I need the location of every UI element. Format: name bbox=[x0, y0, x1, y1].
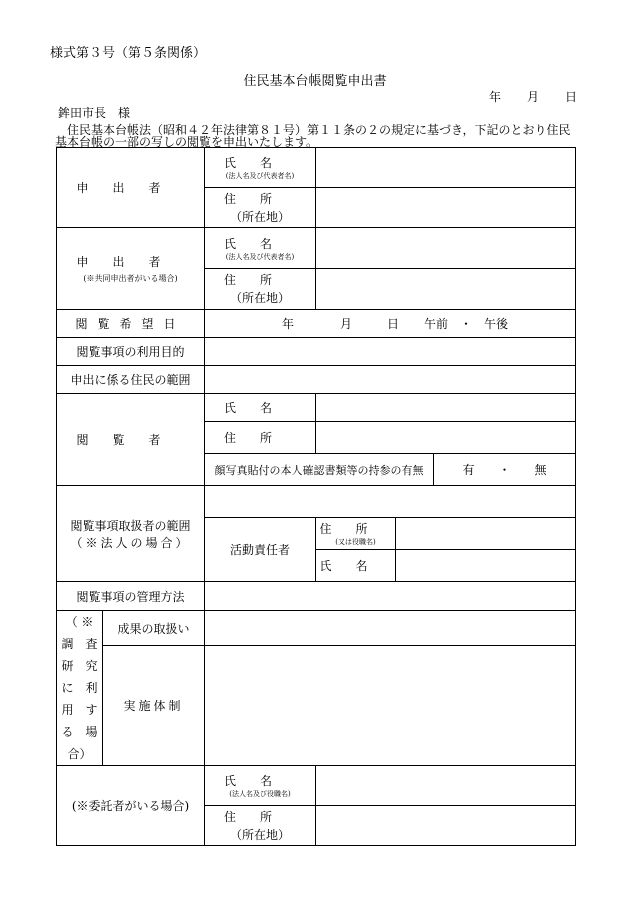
applicant-name-label-cell bbox=[205, 148, 316, 188]
viewing-date-year: 年 bbox=[282, 317, 295, 331]
scope-label: 申出に係る住民の範囲 bbox=[70, 373, 191, 387]
date-year-label: 年 bbox=[489, 90, 502, 104]
responsible-name-field[interactable] bbox=[396, 550, 576, 582]
consignor-address-field[interactable] bbox=[316, 806, 576, 846]
co-applicant-location-label: （所在地） bbox=[230, 291, 291, 305]
co-applicant-address-field[interactable] bbox=[316, 269, 576, 310]
research-label-line: 用 す bbox=[61, 703, 98, 717]
viewer-address-label-cell bbox=[205, 422, 316, 454]
viewer-id-label: 顔写真貼付の本人確認書類等の持参の有無 bbox=[214, 463, 424, 477]
co-applicant-address-label-cell bbox=[205, 269, 316, 310]
research-label-line: 合） bbox=[67, 747, 92, 761]
applicant-name-note: (法人名及び代表者名) bbox=[225, 172, 295, 180]
purpose-label-cell bbox=[57, 338, 205, 366]
applicant-address-field[interactable] bbox=[316, 188, 576, 228]
purpose-label: 閲覧事項の利用目的 bbox=[76, 345, 185, 359]
consignor-label: (※委託者がいる場合) bbox=[71, 799, 190, 813]
viewer-name-field[interactable] bbox=[316, 394, 576, 422]
applicant-label-cell bbox=[57, 148, 205, 228]
applicant-address-label-cell bbox=[205, 188, 316, 228]
form-number-label: 様式第３号（第５条関係） bbox=[50, 46, 207, 61]
consignor-address-label-cell bbox=[205, 806, 316, 846]
viewer-id-options[interactable] bbox=[434, 454, 576, 486]
responsible-person-label-cell bbox=[205, 518, 316, 582]
responsible-name-label: 氏名 bbox=[319, 559, 392, 573]
viewing-date-label-cell bbox=[57, 310, 205, 338]
applicant-name-label: 氏名 bbox=[224, 156, 297, 170]
research-label-line: （ ※ bbox=[65, 615, 94, 629]
research-label-line: 研 究 bbox=[61, 659, 98, 673]
consignor-name-note: (法人名及び役職名) bbox=[229, 790, 291, 798]
consignor-name-field[interactable] bbox=[316, 766, 576, 806]
document-title: 住民基本台帳閲覧申出書 bbox=[243, 74, 387, 89]
co-applicant-name-label: 氏名 bbox=[224, 236, 297, 251]
research-label-line: る 場 bbox=[61, 725, 98, 739]
applicant-label: 申出者 bbox=[76, 181, 185, 195]
handler-label: 閲覧事項取扱者の範囲 bbox=[70, 518, 191, 533]
co-applicant-name-note: (法人名及び代表者名) bbox=[225, 252, 295, 261]
viewer-id-options-text: 有 ・ 無 bbox=[462, 463, 547, 477]
responsible-address-label-cell bbox=[316, 518, 396, 550]
consignor-location-label: （所在地） bbox=[230, 827, 291, 842]
results-label: 成果の取扱い bbox=[117, 621, 190, 636]
co-applicant-label: 申出者 bbox=[76, 255, 185, 269]
body-text bbox=[55, 124, 577, 148]
viewing-date-field[interactable] bbox=[205, 310, 576, 338]
responsible-person-label: 活動責任者 bbox=[230, 543, 291, 557]
consignor-name-label-cell bbox=[205, 766, 316, 806]
submission-date bbox=[489, 88, 577, 105]
viewing-date-label: 閲覧希望日 bbox=[75, 317, 186, 331]
handler-note: （※法人の場合） bbox=[70, 535, 191, 550]
consignor-address-label: 住所 bbox=[224, 809, 297, 824]
scope-field[interactable] bbox=[205, 366, 576, 394]
responsible-address-label: 住所 bbox=[319, 522, 392, 536]
research-label-line: に 利 bbox=[61, 681, 98, 695]
applicant-location-label: （所在地） bbox=[230, 209, 291, 224]
date-month-label: 月 bbox=[527, 90, 540, 104]
viewing-date-day: 日 bbox=[387, 317, 400, 331]
viewing-date-am-pm: 午前 ・ 午後 bbox=[424, 317, 509, 331]
consignor-name-label: 氏名 bbox=[224, 774, 297, 788]
co-applicant-note: (※共同申出者がいる場合) bbox=[83, 274, 178, 283]
co-applicant-name-label-cell bbox=[205, 228, 316, 269]
application-form-table bbox=[56, 147, 576, 846]
management-label: 閲覧事項の管理方法 bbox=[76, 589, 185, 604]
viewer-name-label-cell bbox=[205, 394, 316, 422]
co-applicant-address-label: 住所 bbox=[224, 273, 297, 287]
addressee: 鉾田市長 様 bbox=[58, 106, 131, 120]
responsible-address-field[interactable] bbox=[396, 518, 576, 550]
scope-label-cell bbox=[57, 366, 205, 394]
system-label-cell bbox=[103, 646, 205, 766]
consignor-label-cell bbox=[57, 766, 205, 846]
viewer-address-label: 住所 bbox=[224, 431, 297, 445]
management-label-cell bbox=[57, 582, 205, 611]
responsible-address-note: (又は役職名) bbox=[335, 538, 376, 546]
research-label-line: 調 査 bbox=[61, 637, 98, 651]
co-applicant-label-cell bbox=[57, 228, 205, 310]
viewer-name-label: 氏名 bbox=[224, 401, 297, 415]
co-applicant-name-field[interactable] bbox=[316, 228, 576, 269]
handler-label-cell bbox=[57, 486, 205, 582]
results-field[interactable] bbox=[205, 611, 576, 646]
body-text-content: 住民基本台帳法（昭和４２年法律第８１号）第１１条の２の規定に基づき，下記のとおり住民基本台帳の一部の写しの閲覧を申出いたします。 bbox=[55, 123, 571, 149]
applicant-address-label: 住所 bbox=[224, 191, 297, 206]
handler-scope-field[interactable] bbox=[205, 486, 576, 518]
viewer-id-label-cell bbox=[205, 454, 434, 486]
system-label: 実施体制 bbox=[123, 699, 184, 714]
viewer-address-field[interactable] bbox=[316, 422, 576, 454]
applicant-name-field[interactable] bbox=[316, 148, 576, 188]
system-field[interactable] bbox=[205, 646, 576, 766]
responsible-name-label-cell bbox=[316, 550, 396, 582]
results-label-cell bbox=[103, 611, 205, 646]
research-label-cell bbox=[57, 611, 103, 766]
date-day-label: 日 bbox=[565, 90, 578, 104]
viewing-date-month: 月 bbox=[340, 317, 353, 331]
viewer-label: 閲覧者 bbox=[76, 433, 185, 447]
management-field[interactable] bbox=[205, 582, 576, 611]
purpose-field[interactable] bbox=[205, 338, 576, 366]
viewer-label-cell bbox=[57, 394, 205, 486]
